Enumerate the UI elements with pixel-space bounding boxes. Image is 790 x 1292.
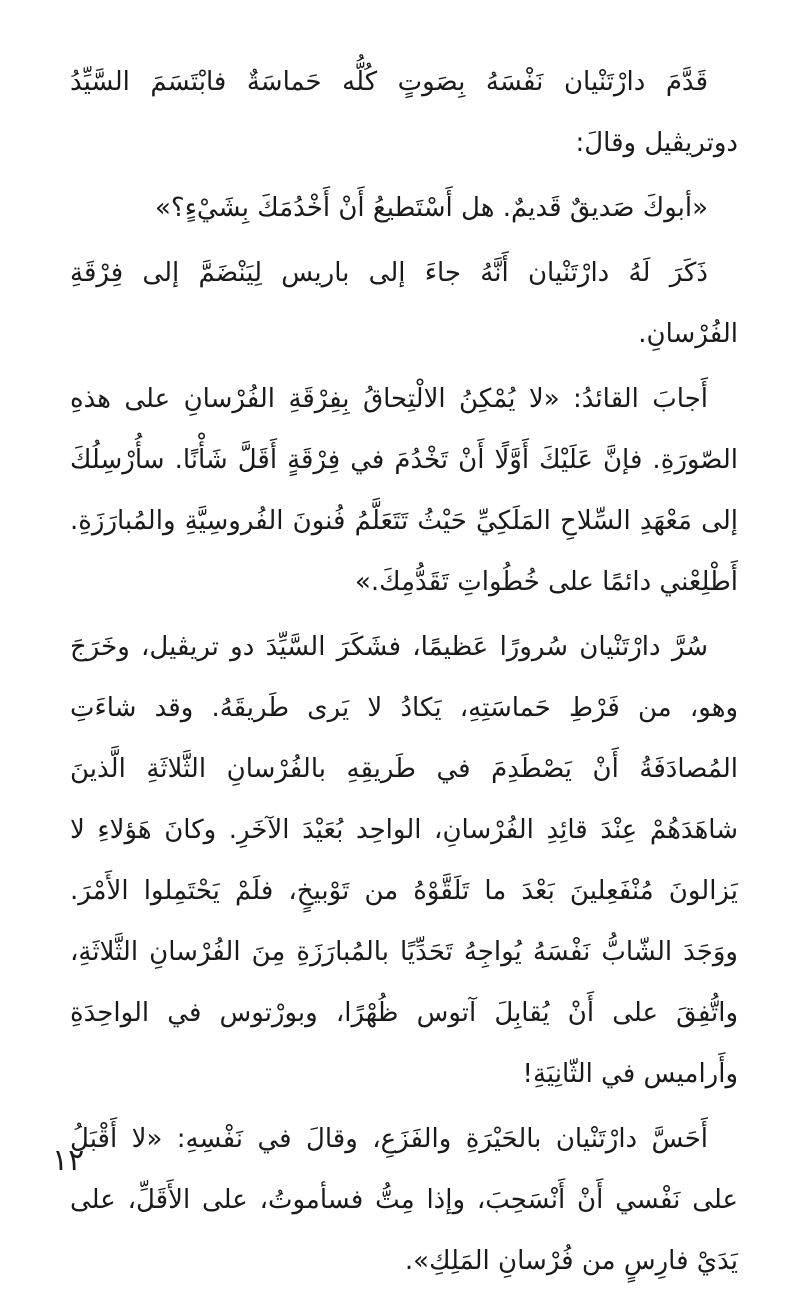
paragraph-resolve: أَحَسَّ دارْتَنْيان بالحَيْرَةِ والفَزَعِ، وقالَ في نَفْسِهِ: «لا أَقْبَلُ على نَفْسي أَنْ أَنْسَحِبَ، وإذا مِتُّ فسأموتُ، على الأَقَلِّ، على يَدَيْ فارِسٍ من فُرْسانِ المَلِكِ». — [70, 1124, 738, 1276]
page-body — [70, 52, 738, 1276]
paragraph-paris: ذَكَرَ لَهُ دارْتَنْيان أَنَّهُ جاءَ إلى باريس لِيَنْضَمَّ إلى فِرْقَةِ الفُرْسانِ. — [70, 258, 738, 349]
paragraph-captain-reply: أَجابَ القائدُ: «لا يُمْكِنُ الالْتِحاقُ بِفِرْقَةِ الفُرْسانِ على هذهِ الصّورَةِ. فإنَّ عَلَيْكَ أَوَّلًا أَنْ تَخْدُمَ في فِرْقَةٍ أَقَلَّ شَأْنًا. سأُرْسِلُكَ إلى مَعْهَدِ السِّلاحِ المَلَكِيِّ حَيْثُ تَتَعَلَّمُ فُنونَ الفُروسِيَّةِ والمُبارَزَةِ. أَطْلِعْني دائمًا على خُطُواتِ تَقَدُّمِكَ.» — [70, 384, 738, 597]
paragraph-intro: قَدَّمَ دارْتَنْيان نَفْسَهُ بِصَوتٍ كُلُّه حَماسَةٌ فابْتَسَمَ السَّيِّدُ دوتريڤيل وقالَ: — [70, 67, 738, 158]
paragraph-quote-father: «أبوكَ صَديقٌ قَديمٌ. هل أَسْتَطيعُ أَنْ أَخْدُمَكَ بِشَيْءٍ؟» — [154, 193, 708, 223]
paragraph-musketeers-duel: سُرَّ دارْتَنْيان سُرورًا عَظيمًا، فشَكَرَ السَّيِّدَ دو تريڤيل، وخَرَجَ وهو، من فَرْطِ حَماسَتِهِ، يَكادُ لا يَرى طَريقَهُ. وقد شاءَتِ المُصادَفَةُ أَنْ يَصْطَدِمَ في طَريقِهِ بالفُرْسانِ الثَّلاثَةِ الَّذينَ شاهَدَهُمْ عِنْدَ قائِدِ الفُرْسانِ، الواحِد بُعَيْدَ الآخَرِ. وكانَ هَؤلاءِ لا يَزالونَ مُنْفَعِلينَ بَعْدَ ما تَلَقَّوْهُ من تَوْبيخٍ، فلَمْ يَحْتَمِلوا الأَمْرَ. ووَجَدَ الشّابُّ نَفْسَهُ يُواجِهُ تَحَدِّيًا بالمُبارَزَةِ مِنَ الفُرْسانِ الثَّلاثَةِ، واتُّفِقَ على أَنْ يُقابِلَ آتوس ظُهْرًا، وبورْتوس في الواحِدَةِ وأَراميس في الثّانِيَةِ! — [70, 632, 738, 1089]
page-number: ١٢ — [52, 1143, 85, 1178]
